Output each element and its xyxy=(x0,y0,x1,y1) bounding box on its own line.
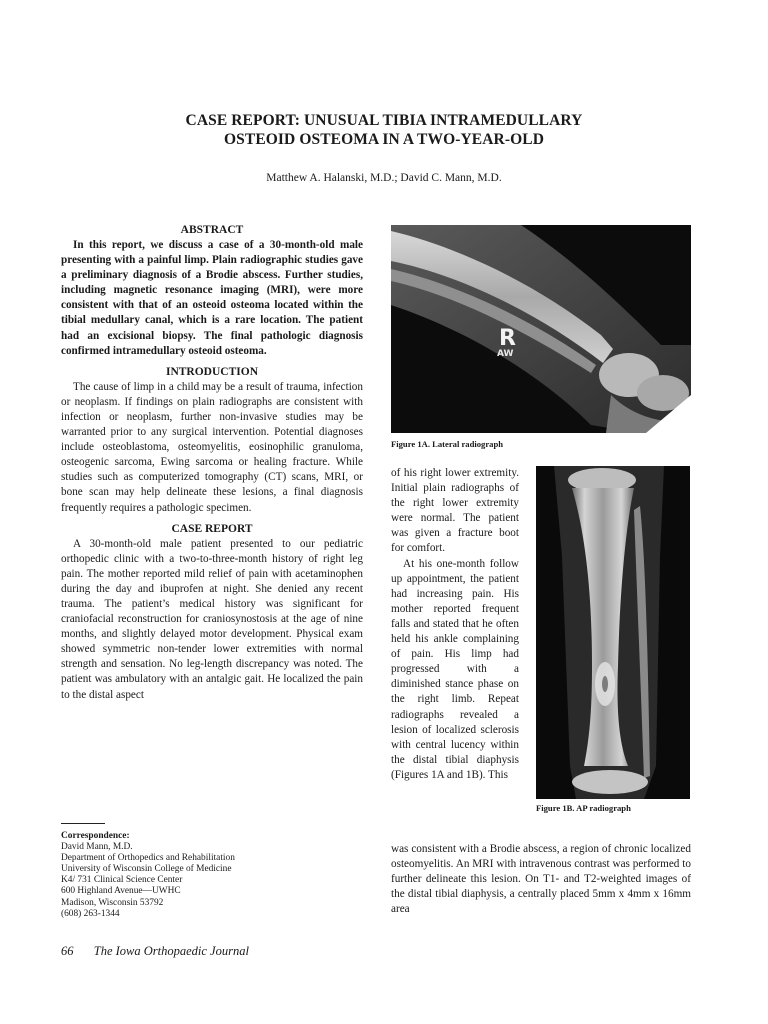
left-column xyxy=(61,223,363,703)
footnote-rule xyxy=(61,823,105,824)
ap-radiograph-illustration xyxy=(536,466,690,799)
radiograph-marker-r: R xyxy=(499,326,516,351)
page-number: 66 xyxy=(61,944,74,958)
journal-name: The Iowa Orthopaedic Journal xyxy=(93,944,249,958)
right-para-1: of his right lower extremity. Initial plain radiographs of the right lower extremity were normal. The patient was given a fracture boot for comfort. xyxy=(391,467,519,555)
correspondence-heading: Correspondence: xyxy=(61,831,130,841)
lateral-radiograph-illustration xyxy=(391,225,691,433)
radiograph-marker-aw: AW xyxy=(497,349,514,359)
right-para-2: At his one-month follow up appointment, the patient had increasing pain. His mother reported frequent falls and stated that he often held his ankle complaining of pain. His limp had progressed with a diminished stance phase on the right limb. Repeat radiographs revealed a lesion of localized sclerosis with central lucency within the distal tibial diaphysis (Figures 1A and 1B). This xyxy=(391,557,519,781)
correspondence-line: David Mann, M.D. xyxy=(61,842,133,853)
right-column-narrow xyxy=(391,466,519,783)
correspondence-block xyxy=(61,831,363,920)
introduction-text: The cause of limp in a child may be a result of trauma, infection or neoplasm. If findings on plain radiographs are consistent with infection or neoplasm, further non-invasive studies may be warranted prior to any surgical intervention. Potential diagnoses include osteoblastoma, osteomyelitis, eosinophilic granuloma, osteogenic sarcoma, Ewing sarcoma or healing fracture. While studies such as computerized tomography (CT) scans, MRI, or bone scan may help delineate these lesions, a final diagnosis frequently requires a pathologic specimen. xyxy=(61,380,363,514)
page-footer xyxy=(61,944,249,959)
correspondence-line: K4/ 731 Clinical Science Center xyxy=(61,875,183,886)
correspondence-line: University of Wisconsin College of Medicine xyxy=(61,864,232,875)
introduction-heading: INTRODUCTION xyxy=(165,365,258,378)
title-line-1: CASE REPORT: UNUSUAL TIBIA INTRAMEDULLARY xyxy=(185,112,583,129)
correspondence-line: (608) 263-1344 xyxy=(61,908,120,919)
abstract-text: In this report, we discuss a case of a 30-month-old male presenting with a painful limp. Plain radiographic studies gave a preliminary diagnosis of a Brodie abscess. Further studies, including magnetic resonance imaging (MRI), were more consistent with that of an osteoid osteoma located within the tibial medullary canal, which is a rare location. The patient had an excisional biopsy. The final pathologic diagnosis confirmed intramedullary osteoid osteoma. xyxy=(61,239,363,357)
right-column-wide xyxy=(391,842,691,917)
abstract-heading: ABSTRACT xyxy=(180,224,244,236)
correspondence-line: 600 Highland Avenue—UWHC xyxy=(61,886,181,897)
correspondence-line: Madison, Wisconsin 53792 xyxy=(61,897,164,908)
authors: Matthew A. Halanski, M.D.; David C. Mann, M.D. xyxy=(266,172,502,184)
right-para-3: was consistent with a Brodie abscess, a region of chronic localized osteomyelitis. An MRI with intravenous contrast was performed to further delineate this lesion. On T1- and T2-weighted images of the distal tibial diaphysis, a centrally placed 5mm x 4mm x 16mm area xyxy=(391,843,691,916)
correspondence-line: Department of Orthopedics and Rehabilitation xyxy=(61,853,235,864)
title-line-2: OSTEOID OSTEOMA IN A TWO-YEAR-OLD xyxy=(224,131,544,148)
figure-1b-image xyxy=(536,466,690,799)
figure-1a-image xyxy=(391,225,691,433)
case-report-heading: CASE REPORT xyxy=(171,522,253,535)
figure-1a-caption: Figure 1A. Lateral radiograph xyxy=(391,439,504,449)
figure-1b-caption: Figure 1B. AP radiograph xyxy=(536,803,631,813)
article-title xyxy=(80,111,688,149)
case-report-text: A 30-month-old male patient presented to our pediatric orthopedic clinic with a two-to-three-month history of right leg pain. The mother reported mild relief of pain with acetaminophen during the day and ibuprofen at night. She denied any recent trauma. The patient’s medical history was significant for craniofacial reconstruction for craniosynostosis at the age of nine months, and slightly delayed motor development. Physical exam showed symmetric non-tender lower extremities with normal strength and sensation. No leg-length discrepancy was noted. The patient was ambulatory with an antalgic gait. He localized the pain to the distal aspect xyxy=(61,537,363,701)
